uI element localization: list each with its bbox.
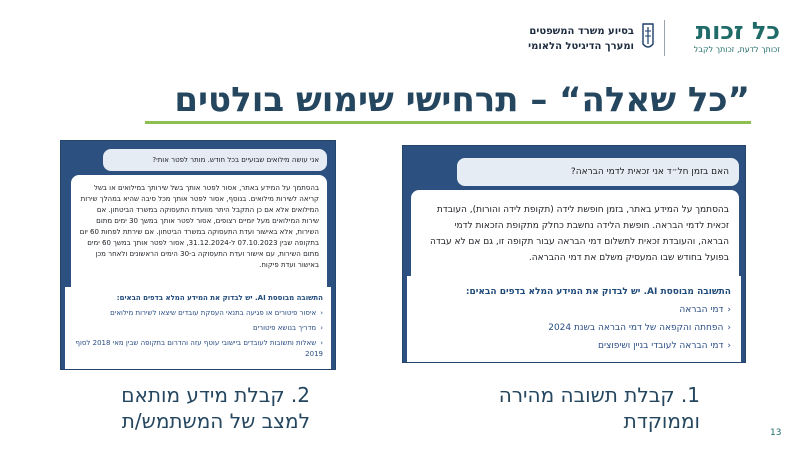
question-bubble: אני עושה מילואים שבועיים בכל חודש. מותר לפטר אותי? <box>103 149 327 171</box>
chevron-left-icon: ‹ <box>727 323 731 333</box>
question-bubble: האם בזמן חל״ד אני זכאית לדמי הבראה? <box>457 158 739 186</box>
source-link-label: איסור פיטורים או פגיעה בתנאי העסקת עובדים שיצאו לשירות מילואים <box>110 309 317 317</box>
caption-left-line-1: 2. קבלת מידע מותאם <box>121 383 310 407</box>
sources-heading: התשובה מבוססת AI. יש לבדוק את המידע המלא בדפים הבאים: <box>116 294 323 302</box>
screenshot-card-left <box>60 140 336 370</box>
caption-left-line-2: למצב של המשתמש/ת <box>121 409 310 433</box>
state-emblem-icon <box>640 22 656 52</box>
chevron-left-icon: ‹ <box>320 309 323 317</box>
source-link[interactable] <box>417 320 731 336</box>
kol-zchut-logo <box>660 18 780 64</box>
support-line-2: ומערך הדיגיטל הלאומי <box>528 41 634 52</box>
screenshot-card-right <box>402 145 746 363</box>
source-link-label: דמי הבראה <box>679 305 724 315</box>
caption-right-line-2: וממוקדת <box>623 409 700 433</box>
source-link-label: מדריך בנושא פיטורים <box>252 324 317 332</box>
page-number: 13 <box>770 428 782 438</box>
header-divider <box>664 20 665 56</box>
source-link[interactable] <box>73 338 323 360</box>
source-link-label: דמי הבראה לעובדי בניין ושיפוצים <box>597 341 724 351</box>
chevron-left-icon: ‹ <box>727 341 731 351</box>
caption-right-line-1: 1. קבלת תשובה מהירה <box>498 383 700 407</box>
chevron-left-icon: ‹ <box>320 324 323 332</box>
logo-text: כל זכות <box>695 17 780 45</box>
support-line-1: בסיוע משרד המשפטים <box>529 26 634 37</box>
answer-bubble: בהסתמך על המידע באתר, אסור לפטר אותך בשל שירותך במילואים או בשל קריאה לשירות מילואים. בנוסף, אסור לפטר אותך מכל סיבה שהיא במהלך שירות המילואים אלא אם כן התקבל היתר מוועדת התעסוקה במשרד הביטחון. אם שירות המילואים מעל יומיים רצופים, אסור לפטר אותך במשך 30 ימים מתום השירות, אלא באישור ועדת התעסוקה במשרד הביטחון. אם שירתת לפחות 60 יום בתקופה שבין 07.10.2023 ל-31.12.2024, אסור לפטר אותך במשך 60 ימים מתום השירות, עם אישור ועדת התעסוקה ב-30 הימים הראשונים ולאחר מכן באישור ועדת פיקוח. <box>71 175 327 370</box>
sources-heading: התשובה מבוססת AI. יש לבדוק את המידע המלא בדפים הבאים: <box>465 287 731 297</box>
source-link[interactable] <box>73 323 323 334</box>
slide-title: ”כל שאלה“ – תרחישי שימוש בולטים <box>174 80 750 120</box>
chevron-left-icon: ‹ <box>727 305 731 315</box>
source-link-label: שאלות ותשובות לעובדים ביישובי עוטף עזה והדרום בתקופה שבין מאי 2018 לסוף 2019 <box>75 339 323 358</box>
logo-tagline: זכותך לדעת, זכותך לקבל <box>693 45 780 54</box>
source-link-label: הפחתה והקפאה של דמי הבראה בשנת 2024 <box>548 323 724 333</box>
sources-panel <box>407 276 741 362</box>
source-link[interactable] <box>417 302 731 318</box>
source-link[interactable] <box>73 308 323 319</box>
support-credit <box>498 24 634 54</box>
source-link[interactable] <box>417 338 731 354</box>
caption-left <box>70 382 310 434</box>
chevron-left-icon: ‹ <box>320 339 323 347</box>
caption-right <box>460 382 700 434</box>
title-underline <box>145 121 751 124</box>
answer-bubble: בהסתמך על המידע באתר, בזמן חופשת לידה (תקופת לידה והורות), העובדת זכאית לדמי הבראה. חופשת הלידה נחשבת כחלק מתקופת הזכאות לדמי הבראה, והעובדת זכאית לתשלום דמי הבראה עבור תקופה זו, גם אם לא עבדה בפועל בחודש שבו המעסיק משלם את דמי ההבראה. <box>411 190 739 363</box>
sources-panel <box>65 287 331 369</box>
